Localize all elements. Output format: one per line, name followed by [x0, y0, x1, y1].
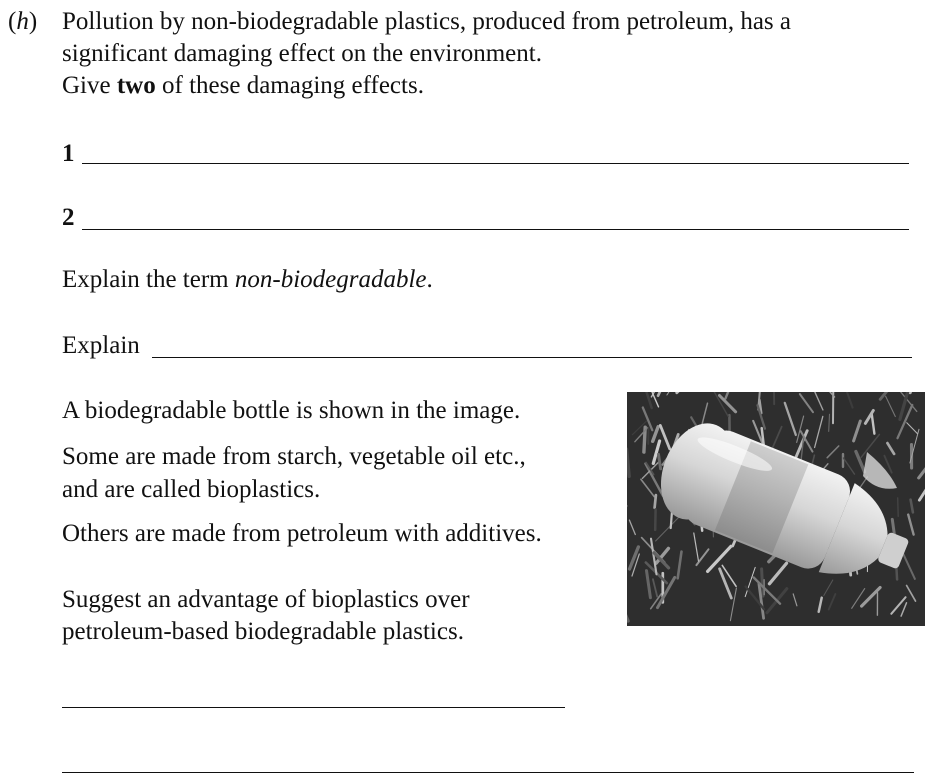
bottle-paragraph-2-line-1: Some are made from starch, vegetable oil etc., — [62, 443, 526, 470]
answer-number-1: 1 — [62, 140, 75, 167]
answer-number-2: 2 — [62, 204, 75, 231]
explain-term-prompt: Explain the term non-biodegradable. — [62, 266, 433, 293]
question-instruction: Give two of these damaging effects. — [62, 72, 424, 99]
question-text-line-1: Pollution by non-biodegradable plastics, produced from petroleum, has a — [62, 8, 791, 35]
question-label: (h) — [8, 8, 38, 35]
bottle-paragraph-2-line-2: and are called bioplastics. — [62, 476, 321, 503]
suggest-answer-line-1[interactable] — [62, 707, 565, 708]
suggest-prompt-line-2: petroleum-based biodegradable plastics. — [62, 618, 464, 645]
answer-line-1[interactable] — [82, 163, 909, 164]
bottle-paragraph-3: Others are made from petroleum with additives. — [62, 520, 542, 547]
explain-answer-label: Explain — [62, 332, 140, 359]
grass-blade — [762, 569, 763, 596]
grass-blade — [898, 498, 899, 516]
question-text-line-2: significant damaging effect on the environment. — [62, 40, 542, 67]
grass-blade — [659, 454, 661, 469]
suggest-prompt-line-1: Suggest an advantage of bioplastics over — [62, 586, 470, 613]
explain-answer-line[interactable] — [152, 357, 912, 358]
bottle-paragraph-1: A biodegradable bottle is shown in the image. — [62, 397, 521, 424]
photo-svg — [627, 392, 925, 626]
answer-line-2[interactable] — [82, 229, 909, 230]
suggest-answer-line-2[interactable] — [62, 772, 914, 773]
grass-blade — [655, 495, 656, 508]
bottle-on-grass-photo — [627, 392, 925, 626]
